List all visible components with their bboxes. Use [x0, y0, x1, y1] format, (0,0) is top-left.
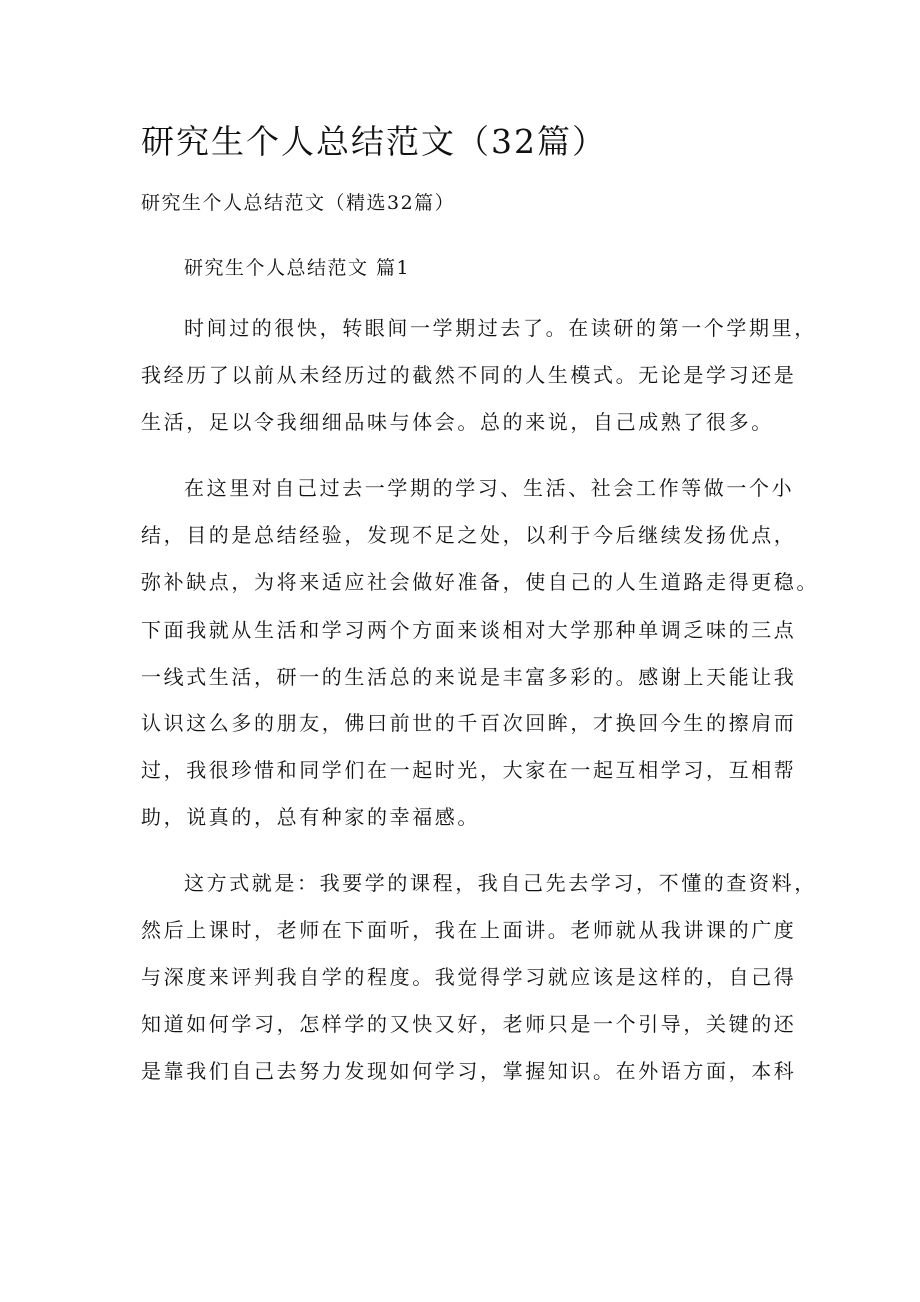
paragraph-line: 结，目的是总结经验，发现不足之处，以利于今后继续发扬优点， [141, 523, 797, 547]
document-title: 研究生个人总结范文（32篇） [141, 122, 607, 161]
paragraph-line: 下面我就从生活和学习两个方面来谈相对大学那种单调乏味的三点 [141, 618, 797, 642]
section-heading: 研究生个人总结范文 篇1 [184, 257, 411, 279]
paragraph-line: 生活，足以令我细细品味与体会。总的来说，自己成熟了很多。 [141, 410, 774, 434]
paragraph-line: 与深度来评判我自学的程度。我觉得学习就应该是这样的，自己得 [141, 965, 797, 989]
paragraph-line: 是靠我们自己去努力发现如何学习，掌握知识。在外语方面，本科 [141, 1059, 797, 1083]
paragraph-line: 我经历了以前从未经历过的截然不同的人生模式。无论是学习还是 [141, 363, 797, 387]
paragraph-line: 一线式生活，研一的生活总的来说是丰富多彩的。感谢上天能让我 [141, 665, 797, 689]
paragraph-line: 知道如何学习，怎样学的又快又好，老师只是一个引导，关键的还 [141, 1012, 797, 1036]
paragraph-line: 然后上课时，老师在下面听，我在上面讲。老师就从我讲课的广度 [141, 918, 797, 942]
paragraph-line: 过，我很珍惜和同学们在一起时光，大家在一起互相学习，互相帮 [141, 758, 797, 782]
paragraph-line: 弥补缺点，为将来适应社会做好准备，使自己的人生道路走得更稳。 [141, 570, 819, 594]
paragraph-line: 助，说真的，总有种家的幸福感。 [141, 805, 480, 829]
document-subtitle: 研究生个人总结范文（精选32篇） [141, 192, 456, 214]
paragraph-line: 认识这么多的朋友，佛曰前世的千百次回眸，才换回今生的擦肩而 [141, 711, 797, 735]
paragraph-line: 这方式就是：我要学的课程，我自己先去学习，不懂的查资料， [184, 871, 817, 895]
paragraph-line: 时间过的很快，转眼间一学期过去了。在读研的第一个学期里， [184, 316, 817, 340]
paragraph-line: 在这里对自己过去一学期的学习、生活、社会工作等做一个小 [184, 476, 795, 500]
